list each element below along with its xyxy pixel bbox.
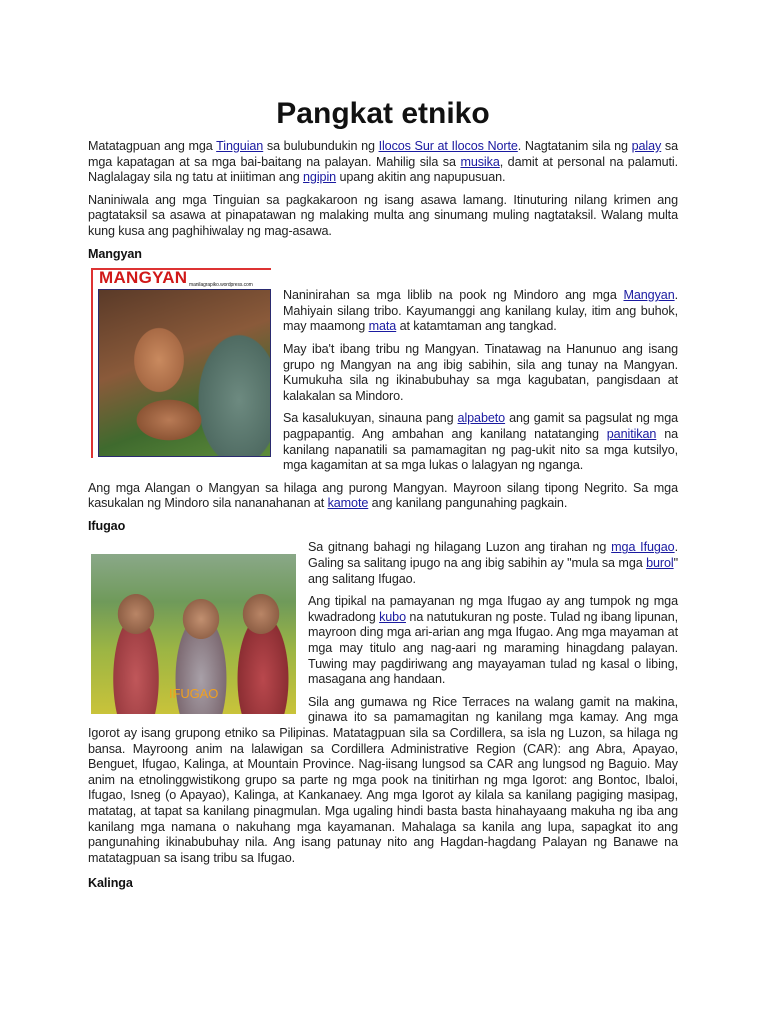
inline-link[interactable]: mga Ifugao	[611, 540, 675, 555]
inline-link[interactable]: Ilocos Sur at Ilocos Norte	[378, 139, 518, 153]
paragraph-text: na kanilang napanatili sa pamamagitan ng pag-ukit nito sa mga kutsilyo, mga kagamitan at sa mga lukas o lalagyan ng nganga.	[283, 426, 678, 473]
page-title: Pangkat etniko	[276, 97, 490, 130]
paragraph-text: ang kanilang pangunahing pagkain.	[368, 496, 568, 511]
paragraph-text: Ang tipikal na pamayanan ng mga Ifugao ay ang tumpok ng mga kwadradong	[308, 594, 678, 624]
ifugao-image-label: IFUGAO	[169, 686, 219, 702]
paragraph-text: at katamtaman ang tangkad.	[396, 319, 557, 334]
mangyan-image-label: MANGYAN	[99, 268, 188, 288]
paragraph-text: . Galing sa salitang ipugo na ang ibig sabihin ay "mula sa mga	[308, 540, 678, 571]
paragraph-text: Sa gitnang bahagi ng hilagang Luzon ang tirahan ng	[308, 540, 612, 555]
inline-link[interactable]: ngipin	[303, 170, 337, 185]
intro-paragraph	[88, 193, 678, 240]
paragraph-text: ang gamit sa pagsulat ng mga pagpapantig. Ang ambahan ang kanilang natatanging	[283, 411, 679, 441]
paragraph-text: sa bulubundukin ng	[263, 139, 379, 153]
inline-link[interactable]: Mangyan	[623, 288, 675, 303]
paragraph-text: . Nagtatanim sila ng	[517, 139, 632, 153]
mangyan-paragraph	[88, 481, 678, 512]
paragraph-text: na natutukuran ng poste. Tulad ng ibang lipunan, mayroon ding mga ari-arian ang mga Ifugao. Ang mga mayaman at mga may titulo ang nag-aari ng maraming hinagdang palayan. Tuwing may pagdiriwang ang mayayaman tulad ng kasal o libing, masagana ang handaan.	[308, 609, 678, 687]
paragraph-text: Naninirahan sa mga liblib na pook ng Mindoro ang mga	[283, 288, 624, 303]
paragraph-text: Sa kasalukuyan, sinauna pang	[283, 411, 458, 426]
paragraph-text: sa mga kapatagan at sa mga bai-baitang na palayan. Mahilig sila sa	[88, 139, 678, 169]
inline-link[interactable]: panitikan	[606, 426, 657, 441]
paragraph-text: May iba't ibang tribu ng Mangyan. Tinatawag na Hanunuo ang isang grupo ng Mangyan na ang ibig sabihin, sila ang tunay na Mangyan. Kumukuha sila ng ikinabubuhay sa mga kagubatan, pangisdaan at kalakalan sa Mindoro.	[283, 341, 678, 403]
inline-link[interactable]: burol	[646, 556, 674, 571]
section-heading-ifugao: Ifugao	[88, 518, 126, 533]
paragraph-text: Ang mga Alangan o Mangyan sa hilaga ang purong Mangyan. Mayroon silang tipong Negrito. Sa mga kasukalan ng Mindoro sila nananahanan at	[88, 480, 678, 511]
mangyan-image	[91, 268, 271, 458]
mangyan-photo	[98, 289, 271, 457]
inline-link[interactable]: alpabeto	[457, 411, 506, 426]
ifugao-image	[91, 554, 296, 714]
section-heading-mangyan: Mangyan	[88, 246, 142, 261]
inline-link[interactable]: kubo	[379, 609, 406, 624]
inline-link[interactable]: mata	[368, 319, 397, 334]
inline-link[interactable]: musika	[460, 154, 500, 169]
paragraph-text: , damit at personal na palamuti. Naglalagay sila ng tatu at iniitiman ang	[88, 154, 679, 185]
document-page	[88, 96, 678, 898]
paragraph-text: Naniniwala ang mga Tinguian sa pagkakaroon ng isang asawa lamang. Itinuturing nilang krimen ang pagtataksil sa asawa at pinapatawan ng malaking multa ang sinumang muling nagtataksil. Walang multa kung kusa ang paghihiwalay ng mag-asawa.	[88, 192, 678, 238]
inline-link[interactable]: kamote	[327, 496, 369, 511]
ifugao-paragraph	[88, 695, 678, 867]
intro-paragraph	[88, 139, 678, 186]
paragraph-text: upang akitin ang napupusuan.	[336, 170, 506, 185]
paragraph-text: . Mahiyain silang tribo. Kayumanggi ang kanilang kulay, itim ang buhok, may maamong	[283, 288, 678, 334]
paragraph-text: Sila ang gumawa ng Rice Terraces na walang gamit na makina, ginawa ito sa pamamagitan ng kanilang mga kamay. Ang mga Igorot ay isang grupong etniko sa Pilipinas. Matatagpuan sila sa Cordillera, sa isla ng Luzon, sa hilaga ng bansa. Mayroong anim na lalawigan sa Cordillera Administrative Region (CAR): ang Abra, Apayao, Benguet, Ifugao, Kalinga, at Mountain Province. Nag-iisang lungsod sa CAR ang lungsod ng Baguio. May anim na etnolinggwistikong grupo sa parte ng mga pook na tinitirhan ng mga Igorot: ang Bontoc, Ibaloi, Ifugao, Isneg (o Apayao), Kalinga, at Kankanaey. Ang mga Igorot ay kilala sa kanilang pagiging masipag, matatag, at tapat sa kanilang pinagmulan. Mga ugaling hindi basta basta hinahayaang makuha ng iba ang kanilang mga namana o nakuhang mga kayamanan. Mahalaga sa kanila ang lupa, sapagkat ito ang pangunahing ikinabubuhay nila. Ang isang patunay nito ang Hagdan-hagdang Palayan ng Banawe na matatagpuan sa isang tribu sa Ifugao.	[88, 694, 678, 865]
inline-link[interactable]: Tinguian	[216, 139, 264, 153]
paragraph-text: " ang salitang Ifugao.	[308, 556, 678, 586]
paragraph-text: Matatagpuan ang mga	[88, 139, 217, 153]
inline-link[interactable]: palay	[631, 139, 662, 153]
section-heading-kalinga: Kalinga	[88, 876, 133, 891]
mangyan-image-site: manilagrapiko.wordpress.com	[189, 282, 253, 289]
